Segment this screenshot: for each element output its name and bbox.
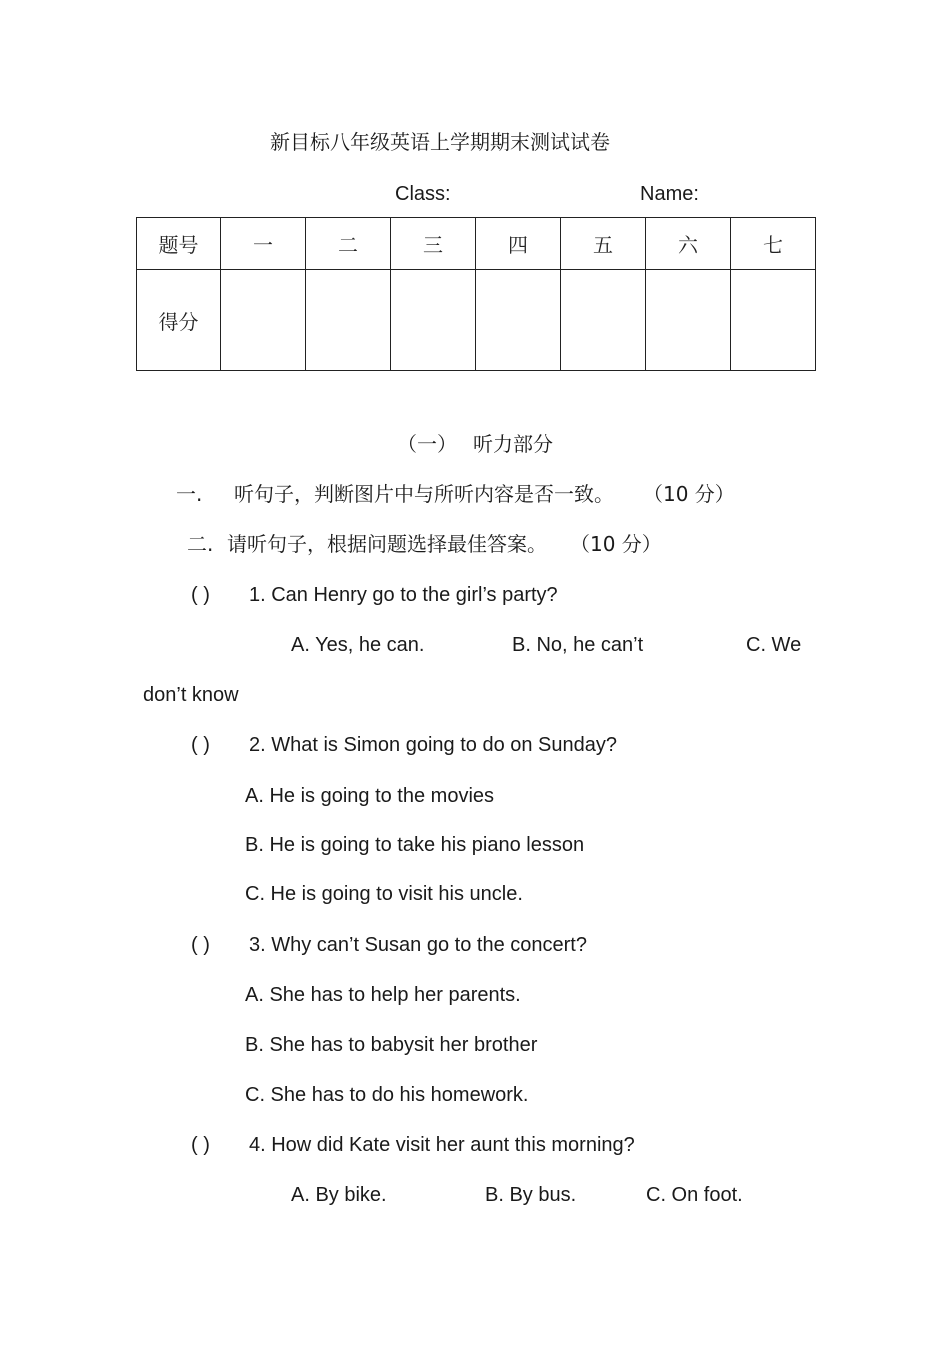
part-points: （10 分） bbox=[570, 532, 662, 556]
column-header: 六 bbox=[646, 218, 731, 270]
page-title: 新目标八年级英语上学期期末测试试卷 bbox=[270, 130, 610, 154]
name-label: Name: bbox=[640, 183, 699, 205]
option-a: A. He is going to the movies bbox=[245, 785, 495, 807]
score-table bbox=[136, 217, 816, 371]
option-a: A. She has to help her parents. bbox=[245, 984, 521, 1006]
score-cell[interactable] bbox=[221, 270, 306, 371]
score-cell[interactable] bbox=[391, 270, 476, 371]
answer-bracket[interactable]: ( ) bbox=[191, 584, 210, 606]
score-header: 得分 bbox=[137, 270, 221, 371]
question-text: 2. What is Simon going to do on Sunday? bbox=[249, 734, 618, 756]
part-points: （10 分） bbox=[643, 482, 735, 506]
class-label: Class: bbox=[395, 183, 451, 205]
score-cell[interactable] bbox=[646, 270, 731, 371]
option-a: A. By bike. bbox=[291, 1184, 387, 1206]
option-c: C. He is going to visit his uncle. bbox=[245, 883, 523, 905]
score-cell[interactable] bbox=[306, 270, 391, 371]
column-header: 七 bbox=[731, 218, 816, 270]
table-header-row bbox=[137, 218, 816, 270]
option-a: A. Yes, he can. bbox=[291, 634, 425, 656]
option-c: C. On foot. bbox=[646, 1184, 743, 1206]
question-text: 3. Why can’t Susan go to the concert? bbox=[249, 934, 587, 956]
answer-bracket[interactable]: ( ) bbox=[191, 1134, 210, 1156]
question-number-header: 题号 bbox=[137, 218, 221, 270]
part-instruction: 听句子，判断图片中与所听内容是否一致。 bbox=[234, 482, 614, 506]
part-instruction: 请听句子，根据问题选择最佳答案。 bbox=[227, 532, 547, 556]
score-cell[interactable] bbox=[561, 270, 646, 371]
option-b: B. By bus. bbox=[485, 1184, 577, 1206]
score-cell[interactable] bbox=[731, 270, 816, 371]
section-name: 听力部分 bbox=[473, 432, 553, 456]
answer-bracket[interactable]: ( ) bbox=[191, 734, 210, 756]
part-number: 一. bbox=[176, 482, 203, 506]
column-header: 四 bbox=[476, 218, 561, 270]
question-text: 4. How did Kate visit her aunt this morning? bbox=[249, 1134, 635, 1156]
score-row bbox=[137, 270, 816, 371]
option-b: B. No, he can’t bbox=[512, 634, 644, 656]
score-cell[interactable] bbox=[476, 270, 561, 371]
answer-bracket[interactable]: ( ) bbox=[191, 934, 210, 956]
option-c: C. We bbox=[746, 634, 802, 656]
section-number: （一） bbox=[397, 432, 457, 456]
option-c-continuation: don’t know bbox=[143, 684, 239, 706]
column-header: 一 bbox=[221, 218, 306, 270]
column-header: 三 bbox=[391, 218, 476, 270]
option-c: C. She has to do his homework. bbox=[245, 1084, 529, 1106]
question-text: 1. Can Henry go to the girl’s party? bbox=[249, 584, 558, 606]
option-b: B. He is going to take his piano lesson bbox=[245, 834, 585, 856]
option-b: B. She has to babysit her brother bbox=[245, 1034, 538, 1056]
column-header: 二 bbox=[306, 218, 391, 270]
part-number: 二. bbox=[187, 532, 214, 556]
column-header: 五 bbox=[561, 218, 646, 270]
